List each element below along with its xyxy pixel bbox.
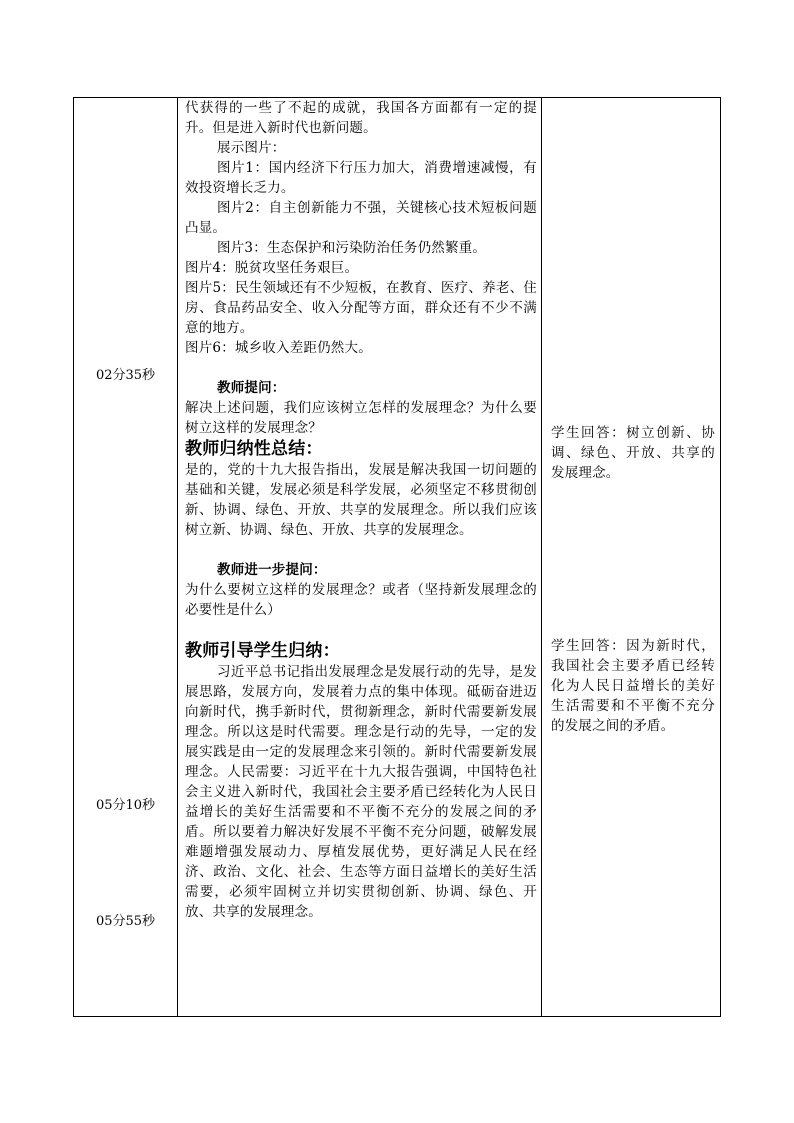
section-heading: 教师进一步提问： [217, 562, 327, 578]
student-answer [551, 423, 715, 483]
paragraph: 展示图片： [217, 140, 286, 156]
answer-text: 学生回答：因为新时代，我国社会主要矛盾已经转化为人民日益增长的美好生活需要和不平衡不充分的发展之间的矛盾。 [551, 638, 715, 734]
paragraph: 为什么要树立这样的发展理念？或者（坚持新发展理念的必要性是什么） [185, 582, 537, 618]
section-heading: 教师归纳性总结： [185, 439, 323, 459]
teaching-content [185, 98, 537, 922]
section-heading: 教师引导学生归纳： [185, 641, 340, 661]
paragraph: 图片5：民生领域还有不少短板，在教育、医疗、养老、住房、食品药品安全、收入分配等方面，群众还有不少不满意的地方。 [185, 280, 537, 336]
paragraph: 图片3：生态保护和污染防治任务仍然繁重。 [217, 240, 487, 256]
column-divider [177, 98, 178, 1016]
paragraph: 习近平总书记指出发展理念是发展行动的先导，是发展思路，发展方向，发展着力点的集中体现。砥砺奋进迈向新时代，携手新时代，贯彻新理念，新时代需要新发展理念。所以这是时代需要。理念是行动的先导，一定的发展实践是由一定的发展理念来引领的。新时代需要新发展理念。人民需要：习近平在十九大报告强调，中国特色社会主义进入新时代，我国社会主要矛盾已经转化为人民日益增长的美好生活需要和不平衡不充分的发展之间的矛盾。所以要着力解决好发展不平衡不充分问题，破解发展难题增强发展动力、厚植发展优势，更好满足人民在经济、政治、文化、社会、生态等方面日益增长的美好生活需要，必须牢固树立并切实贯彻创新、协调、绿色、开放、共享的发展理念。 [185, 664, 537, 920]
paragraph: 代获得的一些了不起的成就，我国各方面都有一定的提升。但是进入新时代也新问题。 [185, 100, 537, 136]
lesson-table [73, 97, 721, 1017]
answer-text: 学生回答：树立创新、协调、绿色、开放、共享的发展理念。 [551, 425, 715, 481]
paragraph: 图片6：城乡收入差距仍然大。 [185, 340, 372, 356]
paragraph: 图片4：脱贫攻坚任务艰巨。 [185, 260, 359, 276]
column-divider [541, 98, 542, 1016]
section-heading: 教师提问： [217, 380, 286, 396]
paragraph: 图片2：自主创新能力不强，关键核心技术短板问题凸显。 [185, 200, 537, 236]
time-label: 05分10秒 [95, 798, 156, 813]
paragraph: 是的，党的十九大报告指出，发展是解决我国一切问题的基础和关键，发展必须是科学发展，必须坚定不移贯彻创新、协调、绿色、开放、共享的发展理念。所以我们应该树立新、协调、绿色、开放、共享的发展理念。 [185, 462, 537, 538]
time-label: 05分55秒 [95, 914, 156, 929]
paragraph: 解决上述问题，我们应该树立怎样的发展理念？为什么要树立这样的发展理念？ [185, 400, 537, 436]
paragraph: 图片1：国内经济下行压力加大，消费增速减慢，有效投资增长乏力。 [185, 160, 537, 196]
time-label: 02分35秒 [95, 368, 156, 383]
student-answer [551, 636, 715, 736]
